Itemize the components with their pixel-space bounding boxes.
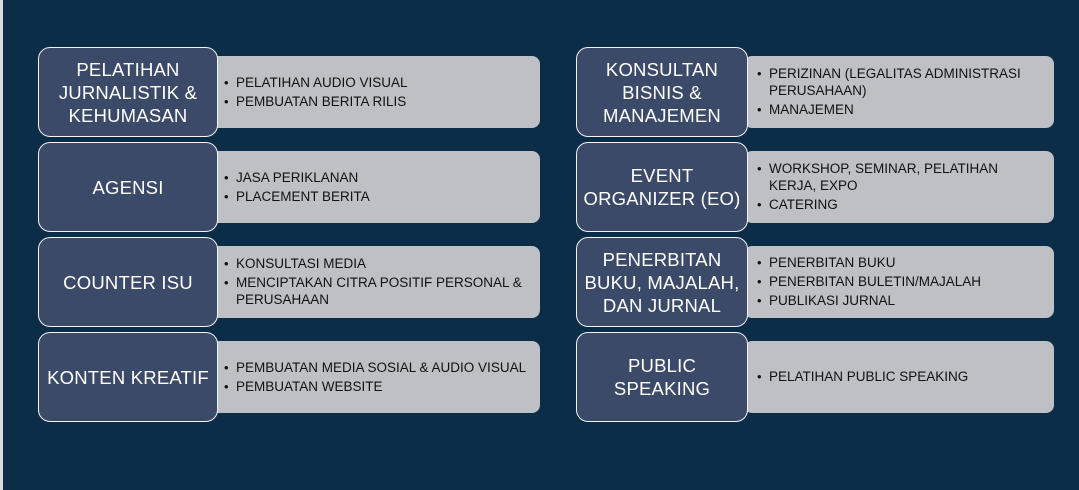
- service-card-public-speaking: [576, 331, 1054, 423]
- service-detail-panel: [206, 151, 540, 223]
- service-item: • PEMBUATAN BERITA RILIS: [224, 93, 532, 110]
- service-item: • PUBLIKASI JURNAL: [757, 292, 1046, 309]
- service-item: • PLACEMENT BERITA: [224, 188, 532, 205]
- service-item-list: [757, 159, 1046, 215]
- service-item: • PEMBUATAN MEDIA SOSIAL & AUDIO VISUAL: [224, 359, 532, 376]
- service-item: • WORKSHOP, SEMINAR, PELATIHAN KERJA, EXPO: [757, 160, 1046, 194]
- service-item: • PELATIHAN AUDIO VISUAL: [224, 74, 532, 91]
- service-item: • MANAJEMEN: [757, 101, 1046, 118]
- service-detail-panel: [206, 246, 540, 318]
- service-detail-panel: [744, 151, 1054, 223]
- service-item-list: [224, 168, 532, 207]
- service-item: • PELATIHAN PUBLIC SPEAKING: [757, 368, 1046, 385]
- service-title: AGENSI: [38, 142, 218, 232]
- service-item-list: [224, 73, 532, 112]
- service-item: • PEMBUATAN WEBSITE: [224, 378, 532, 395]
- service-title: PENERBITAN BUKU, MAJALAH, DAN JURNAL: [576, 237, 748, 327]
- service-item: • PENERBITAN BULETIN/MAJALAH: [757, 273, 1046, 290]
- service-card-penerbitan: [576, 236, 1054, 328]
- service-title: COUNTER ISU: [38, 237, 218, 327]
- service-item-list: [224, 358, 532, 397]
- service-item-list: [224, 254, 532, 310]
- service-item: • JASA PERIKLANAN: [224, 169, 532, 186]
- service-detail-panel: [206, 341, 540, 413]
- service-item-list: [757, 64, 1046, 120]
- service-title: KONSULTAN BISNIS & MANAJEMEN: [576, 47, 748, 137]
- service-item: • KONSULTASI MEDIA: [224, 255, 532, 272]
- service-item-list: [757, 367, 1046, 387]
- left-edge-strip: [0, 0, 3, 490]
- service-detail-panel: [206, 56, 540, 128]
- service-card-konsultan-bisnis: [576, 46, 1054, 138]
- services-grid: [38, 46, 1054, 423]
- service-item: • CATERING: [757, 196, 1046, 213]
- service-item: • PENERBITAN BUKU: [757, 254, 1046, 271]
- service-title: EVENT ORGANIZER (EO): [576, 142, 748, 232]
- service-title: PELATIHAN JURNALISTIK & KEHUMASAN: [38, 47, 218, 137]
- service-title: KONTEN KREATIF: [38, 332, 218, 422]
- service-detail-panel: [744, 56, 1054, 128]
- service-card-agensi: [38, 141, 540, 233]
- service-title: PUBLIC SPEAKING: [576, 332, 748, 422]
- service-detail-panel: [744, 341, 1054, 413]
- service-card-pelatihan-jurnalistik: [38, 46, 540, 138]
- service-item: • MENCIPTAKAN CITRA POSITIF PERSONAL & PERUSAHAAN: [224, 274, 532, 308]
- service-card-event-organizer: [576, 141, 1054, 233]
- service-detail-panel: [744, 246, 1054, 318]
- service-item-list: [757, 253, 1046, 311]
- service-item: • PERIZINAN (LEGALITAS ADMINISTRASI PERUSAHAAN): [757, 65, 1046, 99]
- service-card-counter-isu: [38, 236, 540, 328]
- service-card-konten-kreatif: [38, 331, 540, 423]
